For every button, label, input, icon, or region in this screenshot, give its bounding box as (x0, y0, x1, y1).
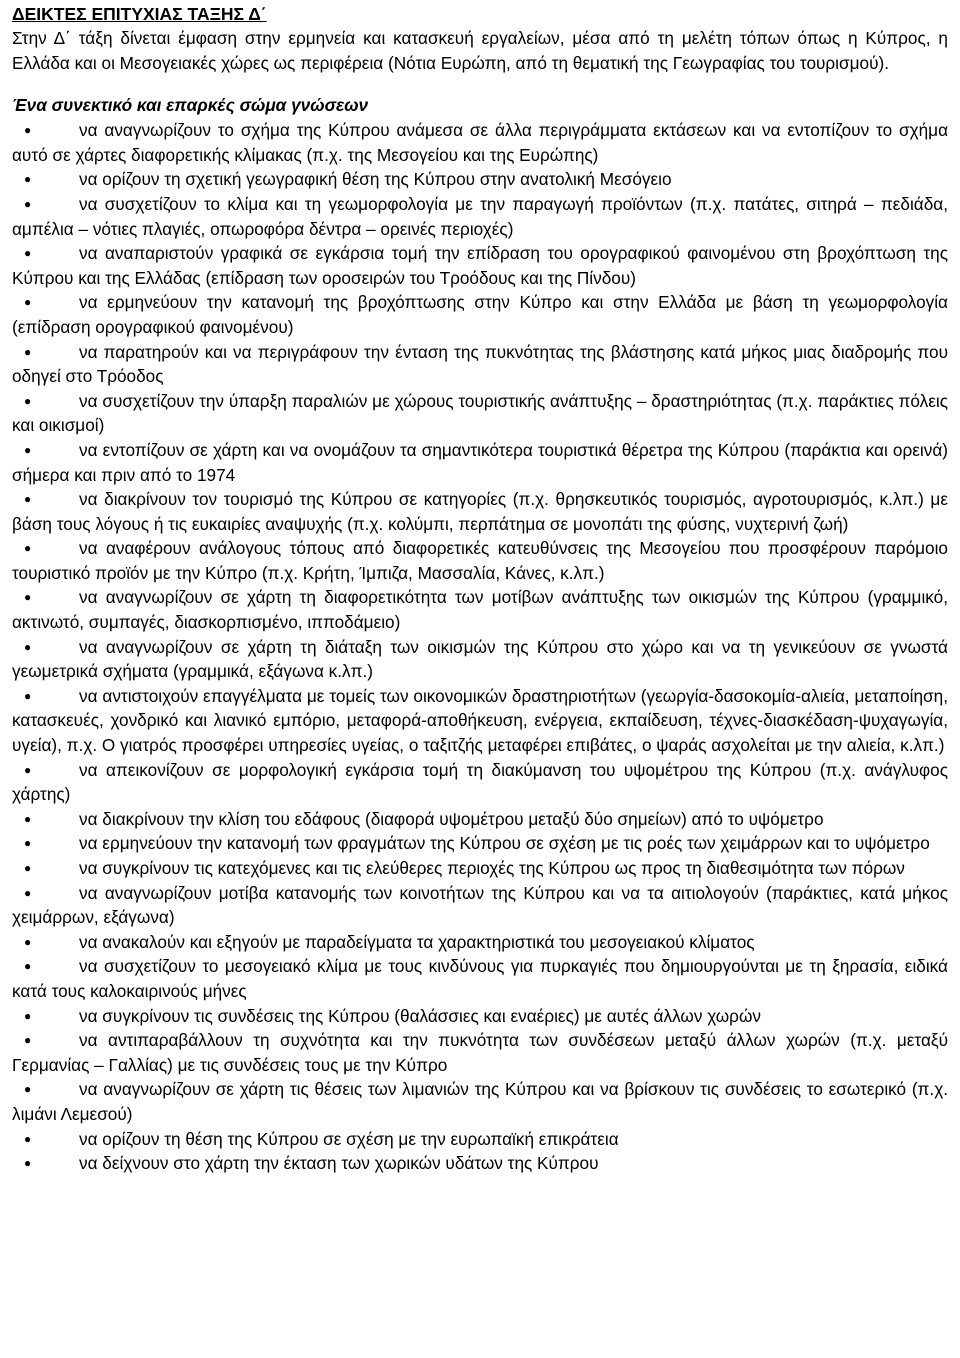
objective-text: να αντιπαραβάλλουν τη συχνότητα και την πυκνότητα των συνδέσεων μεταξύ άλλων χωρών (π.χ. μεταξύ Γερμανίας – Γαλλίας) με τις συνδέσεις τους με την Κύπρο (12, 1030, 948, 1075)
objective-item (12, 758, 948, 807)
objective-item (12, 340, 948, 389)
objective-item (12, 487, 948, 536)
objective-text: να ορίζουν τη σχετική γεωγραφική θέση της Κύπρου στην ανατολική Μεσόγειο (79, 169, 672, 190)
objective-item (12, 954, 948, 1003)
objective-text: να αναγνωρίζουν σε χάρτη τη διαφορετικότητα των μοτίβων ανάπτυξης των οικισμών της Κύπρου (γραμμικό, ακτινωτό, συμπαγές, διασκορπισμένο, ιπποδάμειο) (12, 587, 948, 633)
objective-item (12, 167, 948, 192)
objective-item (12, 831, 948, 856)
objective-text: να αναγνωρίζουν σε χάρτη τις θέσεις των λιμανιών της Κύπρου και να βρίσκουν τις συνδέσεις το εσωτερικό (π.χ. λιμάνι Λεμεσού) (12, 1079, 948, 1124)
bullet-icon: ● (24, 836, 32, 851)
objective-text: να διακρίνουν την κλίση του εδάφους (διαφορά υψομέτρου μεταξύ δύο σημείων) από το υψόμετρο (79, 808, 824, 829)
objective-text: να εντοπίζουν σε χάρτη και να ονομάζουν τα σημαντικότερα τουριστικά θέρετρα της Κύπρου (παράκτια και ορεινά) σήμερα και πριν από το 1974 (12, 439, 948, 485)
objective-text: να ορίζουν τη θέση της Κύπρου σε σχέση με την ευρωπαϊκή επικράτεια (79, 1128, 619, 1149)
bullet-icon: ● (24, 295, 32, 310)
intro-paragraph: Στην Δ΄ τάξη δίνεται έμφαση στην ερμηνεία και κατασκευή εργαλείων, μέσα από τη μελέτη τόπων όπως η Κύπρος, η Ελλάδα και οι Μεσογειακές χώρες ως περιφέρεια (Νότια Ευρώπη, από τη θεματική της Γεωγραφίας του τουρισμού). (12, 28, 948, 73)
objective-text: να δείχνουν στο χάρτη την έκταση των χωρικών υδάτων της Κύπρου (79, 1153, 599, 1174)
bullet-icon: ● (24, 1033, 32, 1048)
objective-item (12, 438, 948, 487)
bullet-icon: ● (24, 688, 32, 703)
objective-text: να αναπαριστούν γραφικά σε εγκάρσια τομή την επίδραση του ορογραφικού φαινομένου στη βροχόπτωση της Κύπρου και της Ελλάδας (επίδραση των οροσειρών του Τροόδους και της Πίνδου) (12, 243, 948, 288)
objective-text: να αναγνωρίζουν το σχήμα της Κύπρου ανάμεσα σε άλλα περιγράμματα εκτάσεων και να εντοπίζουν το σχήμα αυτό σε χάρτες διαφορετικής κλίμακας (π.χ. της Μεσογείου και της Ευρώπης) (12, 120, 948, 165)
objective-item (12, 585, 948, 634)
bullet-icon: ● (24, 1082, 32, 1097)
bullet-icon: ● (24, 492, 32, 507)
objective-item (12, 192, 948, 241)
objective-item (12, 807, 948, 832)
bullet-icon: ● (24, 196, 32, 211)
bullet-icon: ● (24, 762, 32, 777)
objective-item (12, 1127, 948, 1152)
bullet-icon: ● (24, 811, 32, 826)
bullet-icon: ● (24, 246, 32, 261)
bullet-icon: ● (24, 885, 32, 900)
page-title: ΔΕΙΚΤΕΣ ΕΠΙΤΥΧΙΑΣ ΤΑΞΗΣ Δ΄ (12, 4, 267, 24)
objective-item (12, 1077, 948, 1126)
objective-item (12, 856, 948, 881)
objective-item (12, 1004, 948, 1029)
bullet-icon: ● (24, 1156, 32, 1171)
objective-item (12, 684, 948, 758)
objective-text: να συσχετίζουν το μεσογειακό κλίμα με τους κινδύνους για πυρκαγιές που δημιουργούνται με τη ξηρασία, ειδικά κατά τους καλοκαιρινούς μήνες (12, 956, 948, 1001)
objective-item (12, 536, 948, 585)
objective-text: να παρατηρούν και να περιγράφουν την ένταση της πυκνότητας της βλάστησης κατά μήκος μιας διαδρομής που οδηγεί στο Τρόοδος (12, 341, 948, 387)
objective-item (12, 930, 948, 955)
objective-text: να αναγνωρίζουν σε χάρτη τη διάταξη των οικισμών της Κύπρου στο χώρο και να τη γενικεύουν σε γνωστά γεωμετρικά σχήματα (γραμμικά, εξάγωνα κ.λπ.) (12, 636, 948, 682)
objective-text: να αντιστοιχούν επαγγέλματα με τομείς των οικονομικών δραστηριοτήτων (γεωργία-δασοκομία-αλιεία, μεταποίηση, κατασκευές, χονδρικό και λιανικό εμπόριο, μεταφορά-αποθήκευση, ενέργεια, εκπαίδευση, τέχνες-διασκέδαση-ψυχαγωγία, υγεία), π.χ. Ο γιατρός προσφέρει υπηρεσίες υγείας, ο ταξιτζής μεταφέρει επιβάτες, ο ψαράς ασχολείται με την αλιεία, κ.λπ.) (12, 685, 948, 756)
bullet-icon: ● (24, 959, 32, 974)
bullet-icon: ● (24, 934, 32, 949)
bullet-icon: ● (24, 590, 32, 605)
section-heading: Ένα συνεκτικό και επαρκές σώμα γνώσεων (12, 95, 369, 116)
objective-text: να διακρίνουν τον τουρισμό της Κύπρου σε κατηγορίες (π.χ. θρησκευτικός τουρισμός, αγροτουρισμός, κ.λπ.) με βάση τους λόγους ή τις ευκαιρίες αναψυχής (π.χ. κολύμπι, περπάτημα σε μονοπάτι της φύσης, νυχτερινή ζωή) (12, 489, 948, 534)
objectives-list (12, 118, 948, 1176)
bullet-icon: ● (24, 639, 32, 654)
objective-item (12, 290, 948, 339)
bullet-icon: ● (24, 861, 32, 875)
objective-item (12, 389, 948, 438)
bullet-icon: ● (24, 344, 32, 359)
objective-text: να συσχετίζουν το κλίμα και τη γεωμορφολογία με την παραγωγή προϊόντων (π.χ. πατάτες, σιτηρά – πεδιάδα, αμπέλια – νότιες πλαγιές, οπωροφόρα δέντρα – ορεινές περιοχές) (12, 193, 948, 239)
objective-text: να ερμηνεύουν την κατανομή της βροχόπτωσης στην Κύπρο και στην Ελλάδα με βάση τη γεωμορφολογία (επίδραση ορογραφικού φαινομένου) (12, 292, 948, 337)
objective-item (12, 241, 948, 290)
bullet-icon: ● (24, 442, 32, 457)
objective-item (12, 881, 948, 930)
objective-item (12, 635, 948, 684)
bullet-icon: ● (24, 1131, 32, 1146)
objective-text: να αναφέρουν ανάλογους τόπους από διαφορετικές κατευθύνσεις της Μεσογείου που προσφέρουν παρόμοιο τουριστικό προϊόν με την Κύπρο (π.χ. Κρήτη, Ίμπιζα, Μασσαλία, Κάνες, κ.λπ.) (12, 538, 948, 583)
objective-text: να ερμηνεύουν την κατανομή των φραγμάτων της Κύπρου σε σχέση με τις ροές των χειμάρρων και το υψόμετρο (79, 833, 930, 854)
bullet-icon: ● (24, 172, 32, 187)
objective-item (12, 1028, 948, 1077)
objective-text: να ανακαλούν και εξηγούν με παραδείγματα τα χαρακτηριστικά του μεσογειακού κλίματος (79, 931, 755, 952)
objective-text: να συσχετίζουν την ύπαρξη παραλιών με χώρους τουριστικής ανάπτυξης – δραστηριότητας (π.χ. παράκτιες πόλεις και οικισμοί) (12, 390, 948, 436)
bullet-icon: ● (24, 123, 32, 138)
objective-text: να αναγνωρίζουν μοτίβα κατανομής των κοινοτήτων της Κύπρου και να τα αιτιολογούν (παράκτιες, κατά μήκος χειμάρρων, εξάγωνα) (12, 882, 948, 928)
bullet-icon: ● (24, 1008, 32, 1023)
bullet-icon: ● (24, 393, 32, 408)
objective-text: να συγκρίνουν τις κατεχόμενες και τις ελεύθερες περιοχές της Κύπρου ως προς τη διαθεσιμότητα των πόρων (79, 858, 905, 878)
objective-text: να συγκρίνουν τις συνδέσεις της Κύπρου (θαλάσσιες και εναέριες) με αυτές άλλων χωρών (79, 1005, 761, 1026)
bullet-icon: ● (24, 541, 32, 556)
objective-item (12, 1151, 948, 1176)
objective-text: να απεικονίζουν σε μορφολογική εγκάρσια τομή τη διακύμανση του υψομέτρου της Κύπρου (π.χ. ανάγλυφος χάρτης) (12, 759, 948, 805)
objective-item (12, 118, 948, 167)
